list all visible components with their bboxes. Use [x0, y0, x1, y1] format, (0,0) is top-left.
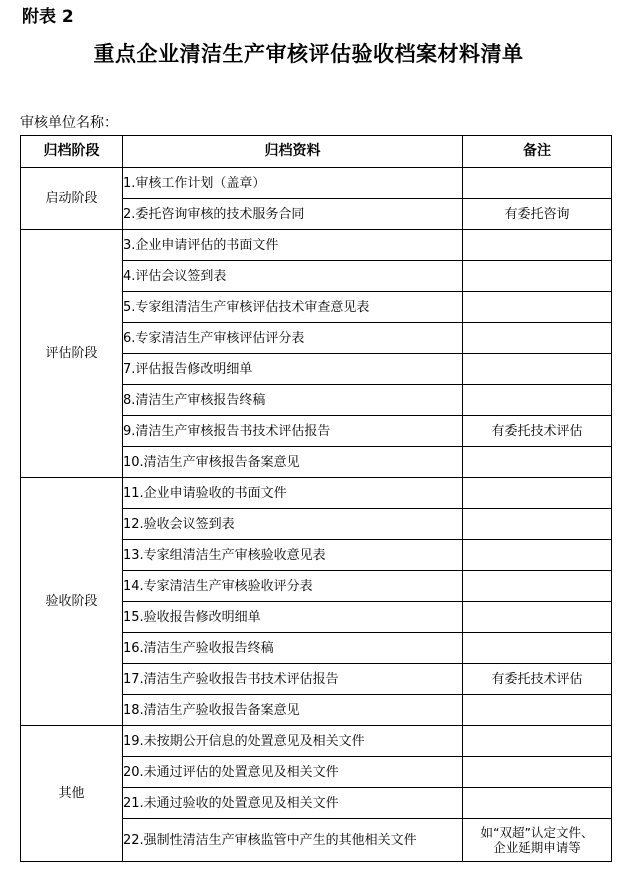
- remarks-cell: [463, 509, 612, 540]
- material-cell: 15.验收报告修改明细单: [123, 602, 463, 633]
- material-cell: 13.专家组清洁生产审核验收意见表: [123, 540, 463, 571]
- material-cell: 6.专家清洁生产审核评估评分表: [123, 323, 463, 354]
- table-body: [21, 168, 612, 862]
- table-row: [21, 726, 612, 757]
- material-cell: 8.清洁生产审核报告终稿: [123, 385, 463, 416]
- stage-cell: 其他: [21, 726, 123, 862]
- remarks-cell: [463, 695, 612, 726]
- material-cell: 17.清洁生产验收报告书技术评估报告: [123, 664, 463, 695]
- table-row: [21, 230, 612, 261]
- remarks-cell: 有委托技术评估: [463, 416, 612, 447]
- remarks-cell: [463, 788, 612, 819]
- remarks-cell: [463, 230, 612, 261]
- remarks-cell: [463, 726, 612, 757]
- appendix-label: 附表 2: [22, 7, 74, 27]
- material-cell: 5.专家组清洁生产审核评估技术审查意见表: [123, 292, 463, 323]
- column-header-material: 归档资料: [123, 136, 463, 168]
- material-cell: 14.专家清洁生产审核验收评分表: [123, 571, 463, 602]
- remarks-cell: [463, 261, 612, 292]
- remarks-line: 如“双超”认定文件、: [480, 825, 594, 840]
- remarks-cell: [463, 602, 612, 633]
- table-row: [21, 478, 612, 509]
- material-cell: 22.强制性清洁生产审核监管中产生的其他相关文件: [123, 819, 463, 862]
- material-cell: 4.评估会议签到表: [123, 261, 463, 292]
- material-cell: 18.清洁生产验收报告备案意见: [123, 695, 463, 726]
- material-cell: 10.清洁生产审核报告备案意见: [123, 447, 463, 478]
- material-cell: 2.委托咨询审核的技术服务合同: [123, 199, 463, 230]
- remarks-cell: [463, 168, 612, 199]
- material-cell: 3.企业申请评估的书面文件: [123, 230, 463, 261]
- column-header-stage: 归档阶段: [21, 136, 123, 168]
- archive-table: [20, 135, 612, 862]
- table-header-row: [21, 136, 612, 168]
- unit-name-label: 审核单位名称：: [20, 115, 118, 131]
- table-row: [21, 168, 612, 199]
- remarks-cell: [463, 447, 612, 478]
- remarks-cell: [463, 478, 612, 509]
- material-cell: 7.评估报告修改明细单: [123, 354, 463, 385]
- remarks-cell: [463, 385, 612, 416]
- material-cell: 11.企业申请验收的书面文件: [123, 478, 463, 509]
- remarks-cell: [463, 819, 612, 862]
- remarks-cell: [463, 323, 612, 354]
- material-cell: 20.未通过评估的处置意见及相关文件: [123, 757, 463, 788]
- remarks-cell: [463, 292, 612, 323]
- remarks-cell: 有委托咨询: [463, 199, 612, 230]
- remarks-cell: 有委托技术评估: [463, 664, 612, 695]
- column-header-remarks: 备注: [463, 136, 612, 168]
- stage-cell: 启动阶段: [21, 168, 123, 230]
- remarks-cell: [463, 571, 612, 602]
- remarks-cell: [463, 354, 612, 385]
- material-cell: 21.未通过验收的处置意见及相关文件: [123, 788, 463, 819]
- material-cell: 16.清洁生产验收报告终稿: [123, 633, 463, 664]
- material-cell: 1.审核工作计划（盖章）: [123, 168, 463, 199]
- remarks-cell: [463, 633, 612, 664]
- material-cell: 19.未按期公开信息的处置意见及相关文件: [123, 726, 463, 757]
- page-title: 重点企业清洁生产审核评估验收档案材料清单: [93, 42, 524, 66]
- remarks-cell: [463, 540, 612, 571]
- stage-cell: 验收阶段: [21, 478, 123, 726]
- remarks-cell: [463, 757, 612, 788]
- material-cell: 9.清洁生产审核报告书技术评估报告: [123, 416, 463, 447]
- stage-cell: 评估阶段: [21, 230, 123, 478]
- remarks-line: 企业延期申请等: [493, 840, 581, 855]
- material-cell: 12.验收会议签到表: [123, 509, 463, 540]
